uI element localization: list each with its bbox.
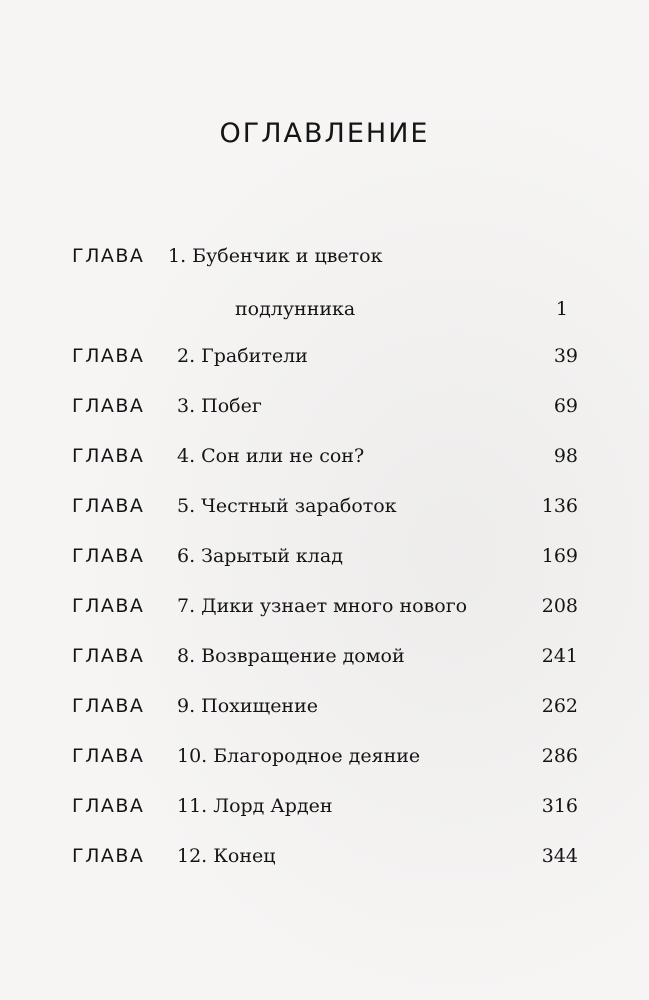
page-number: 98 [553, 445, 578, 467]
chapter-label: ГЛАВА [72, 745, 145, 767]
chapter-number: 7. [177, 595, 196, 617]
chapter-number: 8. [177, 645, 196, 667]
chapter-label: ГЛАВА [72, 345, 145, 367]
chapter-label: ГЛАВА [72, 545, 145, 567]
chapter-number: 4. [177, 445, 196, 467]
chapter-label: ГЛАВА [72, 245, 145, 267]
toc-entry-12 [72, 845, 578, 881]
chapter-title: Похищение [201, 695, 319, 717]
page-number: 241 [541, 645, 578, 667]
toc-entry-5 [72, 495, 578, 531]
chapter-label: ГЛАВА [72, 695, 145, 717]
chapter-title: Лорд Арден [213, 795, 333, 817]
toc-entry-7 [72, 595, 578, 631]
page-number: 39 [553, 345, 578, 367]
chapter-title: Честный заработок [201, 495, 397, 517]
chapter-number: 3. [177, 395, 196, 417]
toc-entry-6 [72, 545, 578, 581]
toc-entry-1-continued [72, 298, 578, 320]
toc-entry-9 [72, 695, 578, 731]
chapter-label: ГЛАВА [72, 595, 145, 617]
chapter-number: 9. [177, 695, 196, 717]
chapter-label: ГЛАВА [72, 445, 145, 467]
chapter-number: 10. [177, 745, 208, 767]
chapter-number: 5. [177, 495, 196, 517]
page-number: 1 [555, 298, 568, 320]
chapter-label: ГЛАВА [72, 645, 145, 667]
page-number: 286 [541, 745, 578, 767]
page-number: 344 [541, 845, 578, 867]
chapter-title: Возвращение домой [201, 645, 405, 667]
chapter-label: ГЛАВА [72, 395, 145, 417]
chapter-number: 2. [177, 345, 196, 367]
chapter-label: ГЛАВА [72, 495, 145, 517]
chapter-title: Дики узнает много нового [201, 595, 468, 617]
chapter-number: 11. [177, 795, 208, 817]
chapter-number: 1. [168, 245, 187, 267]
page-number: 69 [553, 395, 578, 417]
page-title: ОГЛАВЛЕНИЕ [219, 118, 430, 149]
chapter-number: 6. [177, 545, 196, 567]
chapter-title: Грабители [201, 345, 308, 367]
chapter-number: 12. [177, 845, 208, 867]
page-number: 169 [541, 545, 578, 567]
page-number: 262 [541, 695, 578, 717]
chapter-title-continued: подлунника [235, 298, 356, 320]
toc-entry-1 [72, 245, 578, 281]
chapter-title: Благородное деяние [213, 745, 421, 767]
chapter-label: ГЛАВА [72, 795, 145, 817]
chapter-title: Сон или не сон? [201, 445, 365, 467]
page-number: 136 [541, 495, 578, 517]
toc-entry-10 [72, 745, 578, 781]
page-number: 316 [541, 795, 578, 817]
toc-entry-8 [72, 645, 578, 681]
toc-entry-2 [72, 345, 578, 381]
toc-entry-11 [72, 795, 578, 831]
chapter-label: ГЛАВА [72, 845, 145, 867]
chapter-title: Бубенчик и цветок [192, 245, 383, 267]
page-number: 208 [541, 595, 578, 617]
chapter-title: Побег [201, 395, 262, 417]
chapter-title: Зарытый клад [201, 545, 343, 567]
toc-entry-3 [72, 395, 578, 431]
chapter-title: Конец [213, 845, 276, 867]
toc-entry-4 [72, 445, 578, 481]
